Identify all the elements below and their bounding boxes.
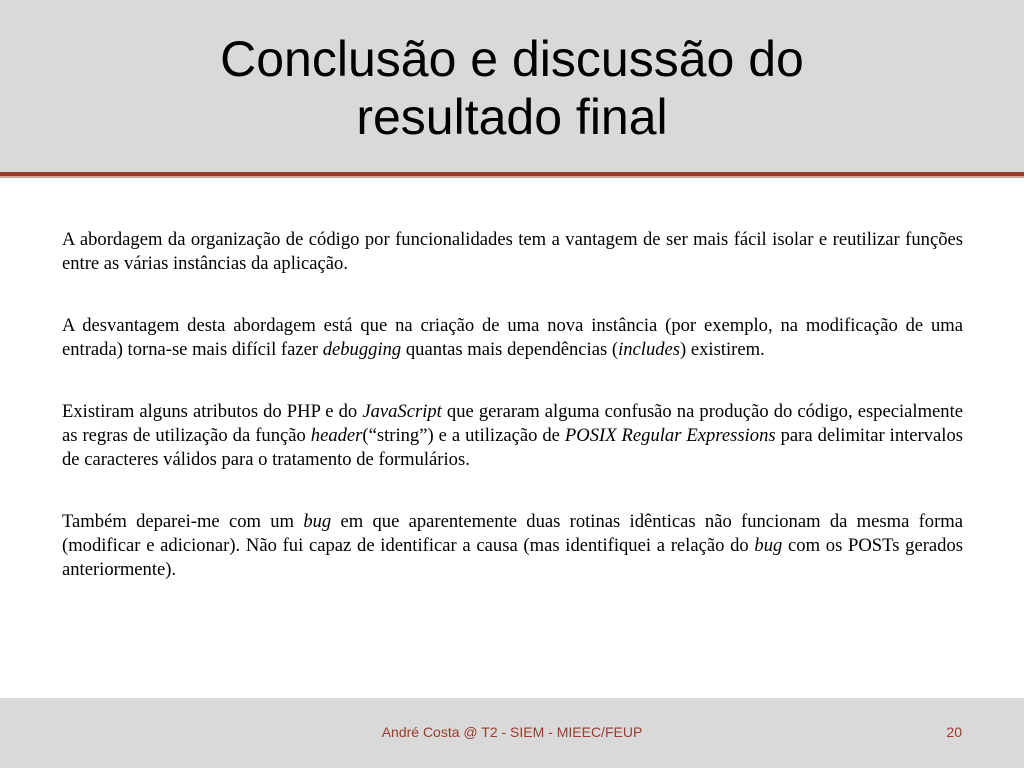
paragraph-3-emphasis-javascript: JavaScript [362, 401, 442, 422]
paragraph-3-text-e: (“string”) e a utilização de [362, 425, 565, 446]
paragraph-1 [62, 228, 963, 276]
paragraph-2-text-a: A desvantagem desta abordagem está que na criação de uma nova instância (por exemplo, na modificação de uma entrada) torna-se mais difícil fazer [62, 315, 963, 360]
paragraph-2-emphasis-debugging: debugging [322, 339, 402, 360]
paragraph-2-text-e: ) existirem. [680, 339, 765, 360]
paragraph-3-text-c: que geraram alguma confusão na produção do código, especialmente as regras de utilização da função [62, 401, 963, 446]
paragraph-4 [62, 510, 963, 582]
slide-title [0, 30, 1024, 146]
paragraph-4-text-a: Também deparei-me com um [62, 511, 304, 532]
paragraph-2-text-c: quantas mais dependências ( [401, 339, 619, 360]
paragraph-3-emphasis-header: header [310, 425, 363, 446]
footer-author: André Costa @ T2 - SIEM - MIEEC/FEUP [381, 724, 643, 740]
paragraph-4-emphasis-bug-2: bug [754, 535, 783, 556]
paragraph-3-emphasis-posix: POSIX Regular Expressions [564, 425, 776, 446]
title-line-1: Conclusão e discussão do [220, 31, 804, 87]
paragraph-3-text-a: Existiram alguns atributos do PHP e do [62, 401, 363, 422]
paragraph-3 [62, 400, 963, 472]
paragraph-1-text: A abordagem da organização de código por funcionalidades tem a vantagem de ser mais fácil isolar e reutilizar funções entre as várias instâncias da aplicação. [62, 229, 963, 274]
paragraph-4-text-c: em que aparentemente duas rotinas idênticas não funcionam da mesma forma (modificar e adicionar). Não fui capaz de identificar a causa (mas identifiquei a relação do [62, 511, 963, 556]
header-divider-shadow [0, 176, 1024, 178]
paragraph-4-text-e: com os POSTs gerados anteriormente). [62, 535, 963, 580]
page-number: 20 [946, 724, 962, 740]
title-line-2: resultado final [356, 89, 668, 145]
paragraph-2 [62, 314, 963, 362]
slide-footer [0, 698, 1024, 768]
paragraph-3-text-g: para delimitar intervalos de caracteres válidos para o tratamento de formulários. [62, 425, 963, 470]
paragraph-2-emphasis-includes: includes [618, 339, 681, 360]
slide-body [62, 228, 963, 582]
paragraph-4-emphasis-bug-1: bug [303, 511, 332, 532]
slide-header [0, 0, 1024, 172]
